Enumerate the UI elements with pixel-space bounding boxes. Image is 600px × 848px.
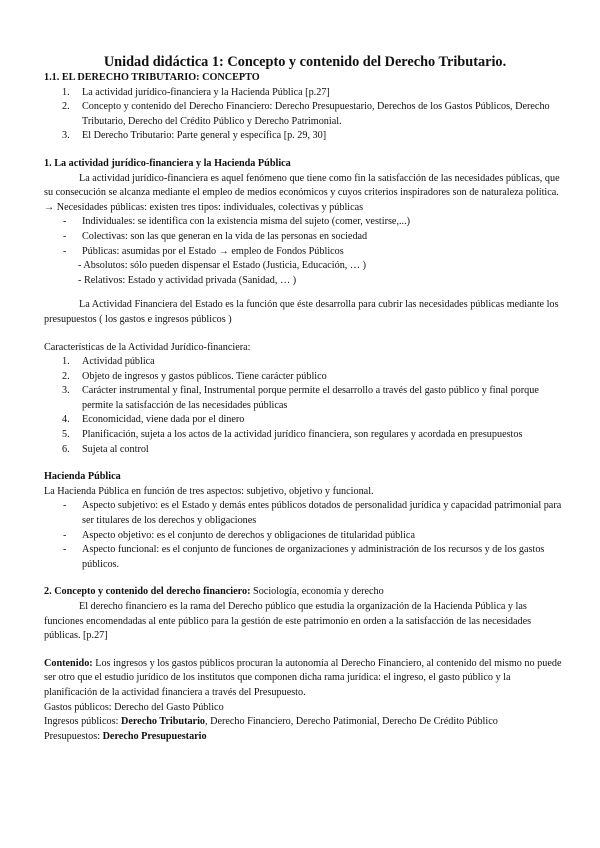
derecho-financiero-paragraph: El derecho financiero es la rama del Derecho público que estudia la organización de la Hacienda Pública y las funciones encomendadas al ente público para la gestión de este patrimonio en orden a la satisfacción de las necesidades públicas. [p.27] bbox=[44, 601, 532, 642]
list-number: 4. bbox=[62, 414, 70, 426]
hacienda-heading: Hacienda Pública bbox=[44, 471, 121, 483]
list-item bbox=[44, 355, 566, 370]
list-item bbox=[44, 100, 566, 129]
list-text: Economicidad, viene dada por el dinero bbox=[82, 414, 245, 426]
list-number: 6. bbox=[62, 443, 70, 455]
hacienda-aspects-list bbox=[44, 499, 566, 572]
list-text: Planificación, sujeta a los actos de la actividad jurídico financiera, son regulares y acordada en presupuestos bbox=[82, 429, 523, 441]
contenido-label: Contenido: bbox=[44, 657, 93, 669]
list-text: Concepto y contenido del Derecho Financiero: Derecho Presupuestario, Derechos de los Gastos Públicos, Derecho Tributario, Derecho del Crédito Público y Derecho Patrimonial. bbox=[82, 101, 550, 127]
gastos-line: Gastos públicos: Derecho del Gasto Público bbox=[44, 701, 224, 713]
list-item bbox=[44, 384, 566, 413]
necesidades-types-list bbox=[44, 215, 566, 259]
list-item bbox=[44, 443, 566, 458]
list-number: 1. bbox=[62, 86, 70, 98]
sub-item-relativos: - Relativos: Estado y actividad privada (Sanidad, … ) bbox=[78, 274, 297, 286]
list-text: Actividad pública bbox=[82, 356, 155, 368]
section-2-heading-bold: 2. Concepto y contenido del derecho financiero: bbox=[44, 586, 251, 598]
caracteristicas-title: Características de la Actividad Jurídico-financiera: bbox=[44, 341, 251, 353]
list-item bbox=[44, 129, 566, 144]
contenido-paragraph bbox=[44, 657, 566, 701]
list-item bbox=[44, 413, 566, 428]
presupuestos-line bbox=[44, 730, 566, 745]
section-1-intro: La actividad jurídico-financiera es aquel fenómeno que tiene como fin la satisfacción de las necesidades públicas, que su consecución se alcanza mediante el empleo de medios económicos y cuyos criterios inspiradores son de naturaleza política. bbox=[44, 172, 560, 199]
sub-item-absolutos: - Absolutos: sólo pueden dispensar el Estado (Justicia, Educación, … ) bbox=[78, 260, 367, 272]
list-item: - Aspecto funcional: es el conjunto de funciones de organizaciones y administración de los recursos y de los gastos públicos. bbox=[44, 543, 566, 572]
list-text: Objeto de ingresos y gastos públicos. Tiene carácter público bbox=[82, 370, 327, 382]
list-item: - Colectivas: son las que generan en la vida de las personas en sociedad bbox=[44, 230, 566, 245]
list-item: - Públicas: asumidas por el Estado → empleo de Fondos Públicos bbox=[44, 245, 566, 260]
list-text: El Derecho Tributario: Parte general y específica [p. 29, 30] bbox=[82, 130, 327, 142]
list-item bbox=[44, 370, 566, 385]
ingresos-line bbox=[44, 715, 566, 730]
caracteristicas-list bbox=[44, 355, 566, 457]
necesidades-line: → Necesidades públicas: existen tres tipos: individuales, colectivas y públicas bbox=[44, 201, 364, 213]
list-item bbox=[44, 428, 566, 443]
actividad-financiera-paragraph: La Actividad Financiera del Estado es la función que éste desarrolla para cubrir las necesidades públicas mediante los presupuestos ( los gastos e ingresos públicos ) bbox=[44, 299, 559, 325]
list-number: 3. bbox=[62, 130, 70, 142]
list-item: - Aspecto objetivo: es el conjunto de derechos y obligaciones de titularidad pública bbox=[44, 529, 566, 544]
section-2-heading-rest: Sociología, economía y derecho bbox=[250, 586, 384, 598]
section-1-heading: 1. La actividad jurídico-financiera y la Hacienda Pública bbox=[44, 157, 291, 169]
ingresos-bold: Derecho Tributario bbox=[120, 716, 206, 728]
list-item: - Aspecto subjetivo: es el Estado y demás entes públicos dotados de personalidad jurídica y capacidad patrimonial para ser titulares de los derechos y obligaciones bbox=[44, 499, 566, 528]
list-text: Sujeta al control bbox=[82, 443, 149, 455]
list-number: 1. bbox=[62, 356, 70, 368]
list-item: - Individuales: se identifica con la existencia misma del sujeto (comer, vestirse,...) bbox=[44, 215, 566, 230]
document-page bbox=[44, 53, 566, 744]
section-1-1-list bbox=[44, 86, 566, 144]
presupuestos-bold: Derecho Presupuestario bbox=[102, 730, 207, 742]
list-number: 5. bbox=[62, 429, 70, 441]
ingresos-rest: , Derecho Financiero, Derecho Patimonial, Derecho De Crédito Público bbox=[205, 716, 498, 728]
section-2-heading bbox=[44, 585, 566, 600]
list-text: Carácter instrumental y final, Instrumental porque permite el desarrollo a través del gasto público y final porque permite la satisfacción de las necesidades públicas bbox=[82, 385, 539, 411]
list-number: 2. bbox=[62, 101, 70, 113]
contenido-text: Los ingresos y los gastos públicos procuran la autonomía al Derecho Financiero, al contenido del mismo no puede ser otro que el estudio jurídico de los institutos que componen dicha rama jurídica: el ingreso, el gasto público y la planificación de la actividad financiera a través del Presupuesto. bbox=[44, 657, 562, 698]
list-number: 3. bbox=[62, 385, 70, 397]
presupuestos-label: Presupuestos: bbox=[44, 730, 103, 742]
hacienda-intro: La Hacienda Pública en función de tres aspectos: subjetivo, objetivo y funcional. bbox=[44, 485, 374, 497]
list-item bbox=[44, 86, 566, 101]
section-1-1-heading: 1.1. EL DERECHO TRIBUTARIO: CONCEPTO bbox=[44, 72, 260, 83]
list-number: 2. bbox=[62, 370, 70, 382]
ingresos-label: Ingresos públicos: bbox=[44, 716, 121, 728]
document-title: Unidad didáctica 1: Concepto y contenido del Derecho Tributario. bbox=[103, 54, 507, 70]
list-text: La actividad jurídico-financiera y la Hacienda Pública [p.27] bbox=[82, 86, 330, 98]
